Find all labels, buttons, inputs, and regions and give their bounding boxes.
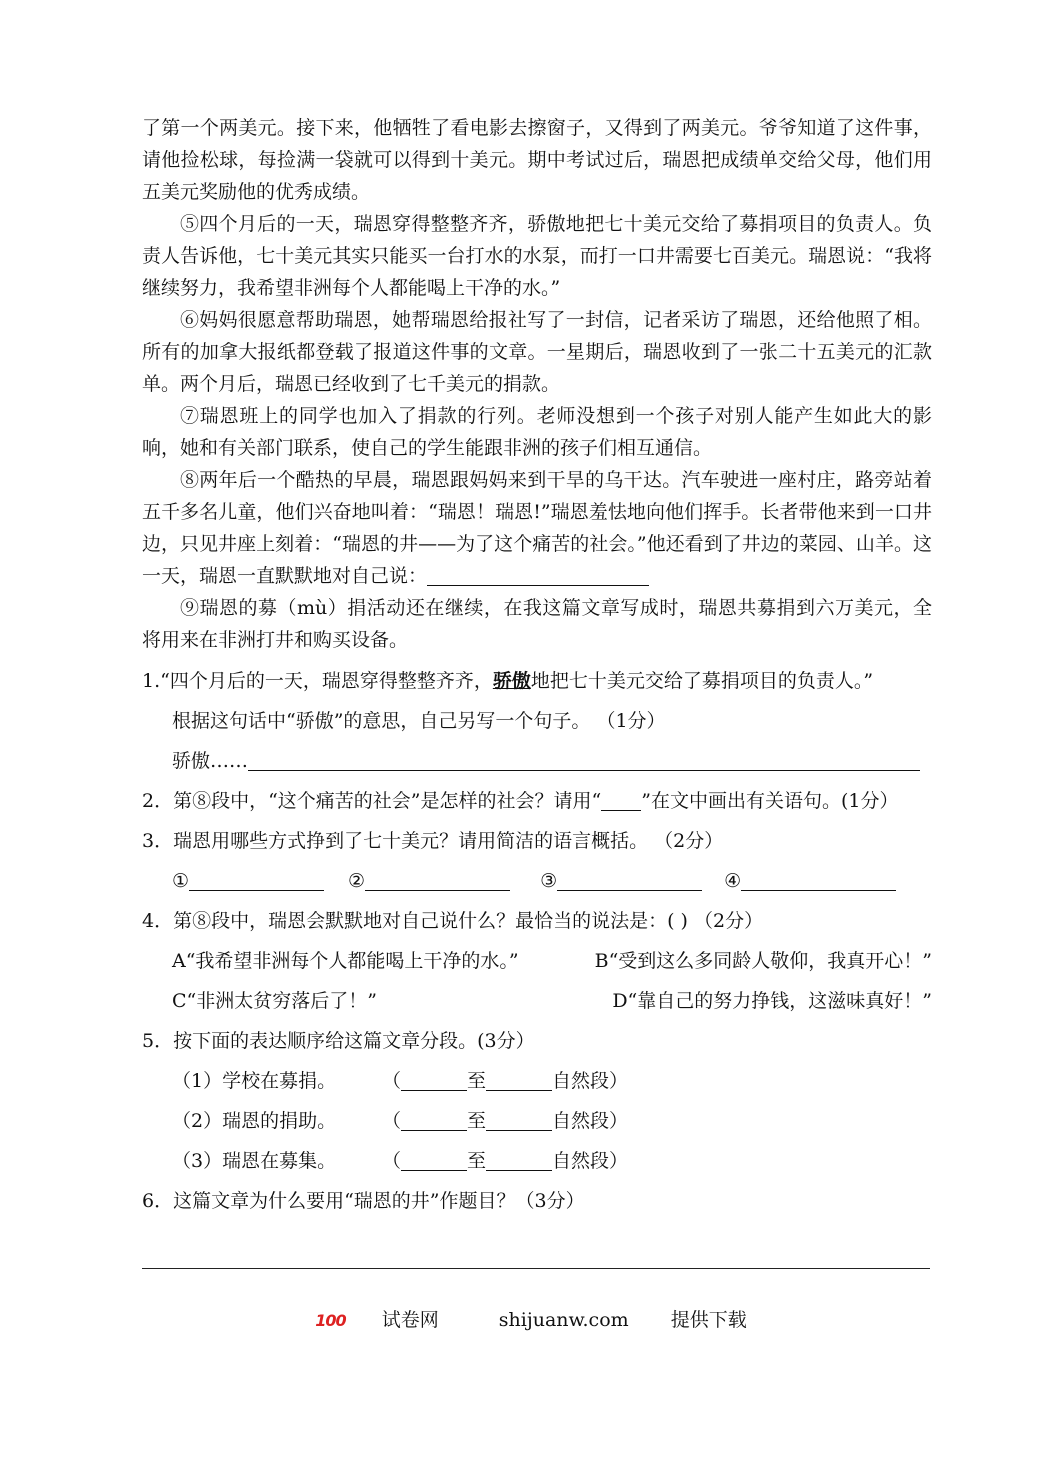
passage-paragraph-6: ⑥妈妈很愿意帮助瑞恩，她帮瑞恩给报社写了一封信，记者采访了瑞恩，还给他照了相。所有的加拿大报纸都登载了报道这件事的文章。一星期后，瑞恩收到了一张二十五美元的汇款单。两个月后，瑞恩已经收到了七千美元的捐款。: [142, 309, 932, 395]
question-6: 6．这篇文章为什么要用“瑞恩的井”作题目？（3分）: [142, 1190, 585, 1212]
question-2-text-post: ”在文中画出有关语句。(1分）: [641, 790, 899, 812]
answer-line-p8[interactable]: [427, 563, 649, 586]
answer-line-seg-3-start[interactable]: [401, 1150, 467, 1171]
question-2: [142, 786, 932, 816]
exam-page: [142, 112, 932, 1216]
answer-line-way-1[interactable]: [189, 870, 324, 891]
segment-item-3: （3）瑞恩在募集。 （ 至 自然段）: [172, 1150, 629, 1172]
footer: [0, 1305, 1044, 1332]
footer-logo: [297, 1309, 456, 1331]
answer-line-seg-2-start[interactable]: [401, 1110, 467, 1131]
question-1-answer-prefix: 骄傲……: [172, 750, 249, 772]
logo-text: 试卷网: [381, 1309, 439, 1331]
option-a[interactable]: A“我希望非洲每个人都能喝上干净的水。”: [172, 950, 519, 972]
question-4-options-row-1: [142, 946, 932, 976]
answer-line-seg-3-end[interactable]: [486, 1150, 552, 1171]
underline-sample: [601, 790, 641, 811]
segment-item-1: （1）学校在募捐。 （ 至 自然段）: [172, 1070, 629, 1092]
question-1-answer: [142, 746, 932, 776]
question-3-answers: [142, 866, 932, 896]
question-1: [142, 666, 932, 696]
way-1: ①: [172, 866, 324, 896]
option-b[interactable]: B“受到这么多同龄人敬仰，我真开心！”: [594, 950, 932, 972]
segment-item-2: （2）瑞恩的捐助。 （ 至 自然段）: [172, 1110, 629, 1132]
question-1-text-post: 地把七十美元交给了募捐项目的负责人。”: [530, 670, 874, 692]
footer-divider: [142, 1268, 930, 1269]
footer-site: shijuanw.com: [498, 1309, 629, 1331]
way-2: ②: [348, 866, 510, 896]
question-4: 4．第⑧段中，瑞恩会默默地对自己说什么？最恰当的说法是：( ) （2分）: [142, 910, 764, 932]
way-4: ④: [724, 866, 896, 896]
passage-paragraph-5: ⑤四个月后的一天，瑞恩穿得整整齐齐，骄傲地把七十美元交给了募捐项目的负责人。负责人告诉他，七十美元其实只能买一台打水的水泵，而打一口井需要七百美元。瑞恩说：“我将继续努力，我希望非洲每个人都能喝上干净的水。”: [142, 213, 932, 299]
passage-paragraph-7: ⑦瑞恩班上的同学也加入了捐款的行列。老师没想到一个孩子对别人能产生如此大的影响，她和有关部门联系，使自己的学生能跟非洲的孩子们相互通信。: [142, 405, 932, 459]
question-1-emphasis: 骄傲: [492, 670, 531, 692]
question-4-options-row-2: [142, 986, 932, 1016]
question-5: 5．按下面的表达顺序给这篇文章分段。(3分）: [142, 1030, 535, 1052]
passage-paragraph-continued: 了第一个两美元。接下来，他牺牲了看电影去擦窗子，又得到了两美元。爷爷知道了这件事，请他捡松球，每捡满一袋就可以得到十美元。期中考试过后，瑞恩把成绩单交给父母，他们用五美元奖励他的优秀成绩。: [142, 117, 932, 203]
question-3: 3．瑞恩用哪些方式挣到了七十美元？请用简洁的语言概括。 （2分）: [142, 830, 724, 852]
answer-line-q1[interactable]: [248, 750, 920, 771]
answer-line-seg-1-start[interactable]: [401, 1070, 467, 1091]
option-d[interactable]: D“靠自己的努力挣钱，这滋味真好！”: [612, 990, 932, 1012]
question-2-text-pre: 2．第⑧段中，“这个痛苦的社会”是怎样的社会？请用“: [142, 790, 602, 812]
answer-line-seg-1-end[interactable]: [486, 1070, 552, 1091]
question-1-text-pre: 1.“四个月后的一天，瑞恩穿得整整齐齐，: [142, 670, 493, 692]
question-1-instruction: 根据这句话中“骄傲”的意思，自己另写一个句子。 （1分）: [172, 710, 666, 732]
way-3: ③: [540, 866, 702, 896]
option-c[interactable]: C“非洲太贫穷落后了！”: [172, 990, 377, 1012]
logo-number: 100: [315, 1311, 346, 1330]
answer-line-seg-2-end[interactable]: [486, 1110, 552, 1131]
answer-line-way-4[interactable]: [741, 870, 896, 891]
answer-line-way-3[interactable]: [557, 870, 702, 891]
passage-paragraph-8: [142, 464, 932, 592]
answer-line-way-2[interactable]: [365, 870, 510, 891]
passage-paragraph-8-text: ⑧两年后一个酷热的早晨，瑞恩跟妈妈来到干旱的乌干达。汽车驶进一座村庄，路旁站着五千多名儿童，他们兴奋地叫着：“瑞恩！瑞恩!”瑞恩羞怯地向他们挥手。长者带他来到一口井边，只见井座上刻着：“瑞恩的井——为了这个痛苦的社会。”他还看到了井边的菜园、山羊。这一天，瑞恩一直默默地对自己说：: [142, 469, 932, 587]
passage-paragraph-9: ⑨瑞恩的募（mù）捐活动还在继续，在我这篇文章写成时，瑞恩共募捐到六万美元，全将用来在非洲打井和购买设备。: [142, 597, 932, 651]
footer-note: 提供下载: [670, 1309, 747, 1331]
